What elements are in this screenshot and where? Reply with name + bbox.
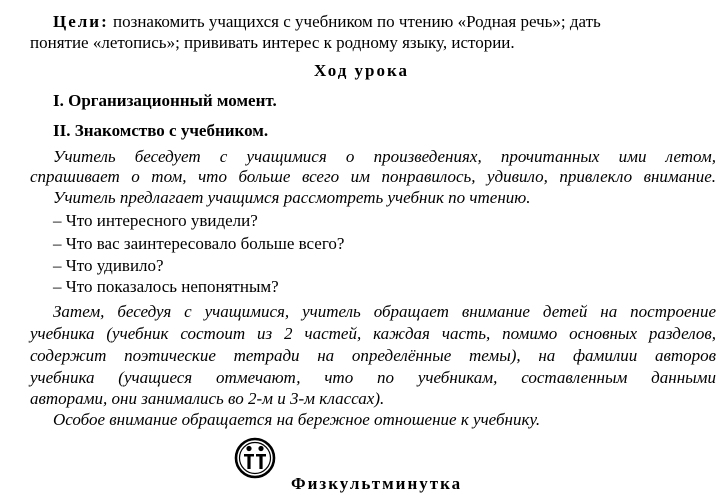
section-heading-1: I. Организационный момент. [53, 91, 277, 110]
paragraph-2-line-3: содержит поэтические тетради на определённые темы), на фамилии авторов [30, 346, 716, 365]
paragraph-1-line-3: Учитель предлагает учащимся рассмотреть учебник по чтению. [53, 188, 531, 207]
two-children-icon [234, 437, 276, 479]
goals-label: Цели: [53, 12, 109, 31]
paragraph-2-line-5: авторами, они занимались во 2-м и 3-м классах). [30, 389, 385, 408]
paragraph-1-line-2: спрашивает о том, что больше всего им понравилось, удивило, привлекло внимание. [30, 167, 716, 186]
paragraph-2-line-2: учебника (учебник состоит из 2 частей, каждая часть, помимо основных разделов, [30, 324, 716, 343]
question-3: – Что удивило? [53, 256, 164, 275]
paragraph-3: Особое внимание обращается на бережное отношение к учебнику. [53, 410, 541, 429]
goals-text-1: познакомить учащихся с учебником по чтению «Родная речь»; дать [113, 12, 601, 31]
goals-line-2: понятие «летопись»; прививать интерес к родному языку, истории. [30, 33, 515, 52]
paragraph-1-line-1: Учитель беседует с учащимися о произведениях, прочитанных ими летом, [53, 147, 716, 166]
paragraph-2-line-4: учебника (учащиеся отмечают, что по учебникам, составленным данными [30, 368, 716, 387]
question-2: – Что вас заинтересовало больше всего? [53, 234, 345, 253]
lesson-heading: Ход урока [313, 61, 410, 80]
question-1: – Что интересного увидели? [53, 211, 258, 230]
section-heading-2: II. Знакомство с учебником. [53, 121, 269, 140]
physical-minute-heading: Физкультминутка [291, 474, 463, 493]
goals-line-1 [53, 12, 716, 32]
paragraph-2-line-1: Затем, беседуя с учащимися, учитель обращает внимание детей на построение [53, 302, 716, 321]
question-4: – Что показалось непонятным? [53, 277, 279, 296]
